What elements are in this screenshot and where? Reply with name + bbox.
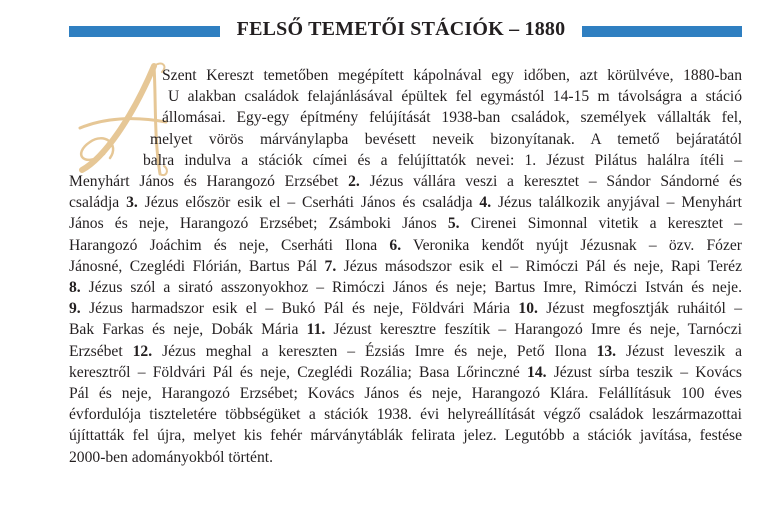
body-text: újíttatták fel újra, melyet kis fehér márványtáblák felirata jelez. Legutóbb a stációk javítása, festése — [69, 427, 742, 445]
article-title: FELSŐ TEMETŐI STÁCIÓK – 1880 — [236, 18, 566, 40]
body-text: 2000-ben adományokból történt. — [69, 448, 273, 466]
body-line — [69, 342, 742, 362]
body-line — [69, 257, 742, 277]
station-number: 7. — [324, 257, 337, 275]
station-number: 10. — [518, 300, 538, 318]
body-text: Pál és neje, Harangozó Erzsébet; Kovács János és neje, Harangozó Klára. Felállításuk 100 éves — [69, 385, 742, 402]
body-line — [69, 236, 742, 256]
body-line — [150, 130, 742, 150]
body-line — [69, 172, 742, 192]
body-text: keresztről – Földvári Pál és neje, Czeglédi Rozália; Basa Lőrinczné — [69, 363, 528, 381]
body-line — [168, 87, 742, 107]
station-number: 14. — [527, 363, 547, 381]
body-text: Jánosné, Czeglédi Flórián, Bartus Pál — [69, 257, 325, 275]
body-line — [69, 320, 742, 340]
station-number: 5. — [447, 215, 460, 233]
station-number: 6. — [389, 236, 402, 254]
body-text: Jézus találkozik anyjával – Menyhárt — [491, 194, 742, 212]
body-text: Menyhárt János és Harangozó Erzsébet — [69, 173, 349, 190]
body-text: Jézus vállára veszi a keresztet – Sándor Sándorné és — [359, 173, 742, 190]
body-text: Szent Kereszt temetőben megépített kápolnával egy időben, azt körülvéve, 1880-ban — [162, 67, 742, 84]
station-number: 13. — [596, 342, 617, 360]
body-line — [162, 66, 742, 86]
body-text: Bak Farkas és neje, Dobák Mária — [69, 321, 307, 339]
body-line — [162, 108, 742, 128]
station-number: 3. — [126, 194, 138, 212]
body-line — [69, 384, 742, 404]
body-text: Jézust sírba teszik – Kovács — [546, 363, 742, 381]
body-line — [69, 299, 742, 319]
body-line — [69, 278, 742, 298]
station-number: 11. — [306, 321, 326, 339]
body-line — [69, 214, 742, 234]
body-text: Veronika kendőt nyújt Jézusnak – özv. Fózer — [401, 236, 742, 254]
body-text: Jézust megfosztják ruháitól – — [537, 300, 742, 318]
body-text: évfordulója tiszteletére többségüket a stációk 1938. évi helyreállítását végző családok leszármazottai — [69, 406, 742, 424]
body-text: családja — [69, 194, 127, 212]
body-text: Jézus szól a sirató asszonyokhoz – Rimóczi János és neje; Bartus Imre, Rimóczi István és neje. — [80, 279, 742, 296]
body-text: állomásai. Egy-egy építmény felújítását 1938-ban családok, személyek vállalták fel, — [162, 109, 742, 127]
body-text: Jézust keresztre feszítik – Harangozó Imre és neje, Tarnóczi — [325, 321, 742, 339]
body-text: Harangozó Joáchim és neje, Cserháti Ilona — [69, 236, 390, 254]
body-line — [69, 363, 742, 383]
body-text: U alakban családok felajánlásával épültek fel egymástól 14-15 m távolságra a stáció — [168, 88, 742, 106]
body-line — [69, 426, 742, 446]
station-number: 8. — [69, 279, 81, 296]
body-text: Jézus először esik el – Cserháti János és családja — [137, 194, 480, 212]
body-text: Jézus másodszor esik el – Rimóczi Pál és neje, Rapi Teréz — [336, 257, 742, 275]
body-line — [69, 405, 742, 425]
station-number: 9. — [69, 300, 81, 318]
body-line — [143, 151, 742, 171]
body-text: balra indulva a stációk címei és a felújíttatók nevei: 1. Jézust Pilátus halálra ítéli – — [143, 151, 742, 169]
body-text: Cirenei Simonnal vitetik a keresztet – — [459, 215, 742, 233]
body-text: Erzsébet — [69, 342, 133, 360]
station-number: 12. — [132, 342, 153, 360]
body-text: Jézus harmadszor esik el – Bukó Pál és neje, Földvári Mária — [80, 300, 519, 318]
station-number: 4. — [479, 194, 492, 212]
station-number: 2. — [348, 173, 360, 190]
body-text: János és neje, Harangozó Erzsébet; Zsámboki János — [69, 215, 448, 233]
body-text: Jézus meghal a kereszten – Ézsiás Imre és neje, Pető Ilona — [152, 342, 597, 360]
body-text: melyet vörös márványlapba bevésett neveik bizonyítanak. A temető bejáratától — [150, 130, 742, 148]
body-line — [69, 448, 273, 468]
body-text: Jézust leveszik a — [616, 342, 742, 360]
body-line — [69, 193, 742, 213]
